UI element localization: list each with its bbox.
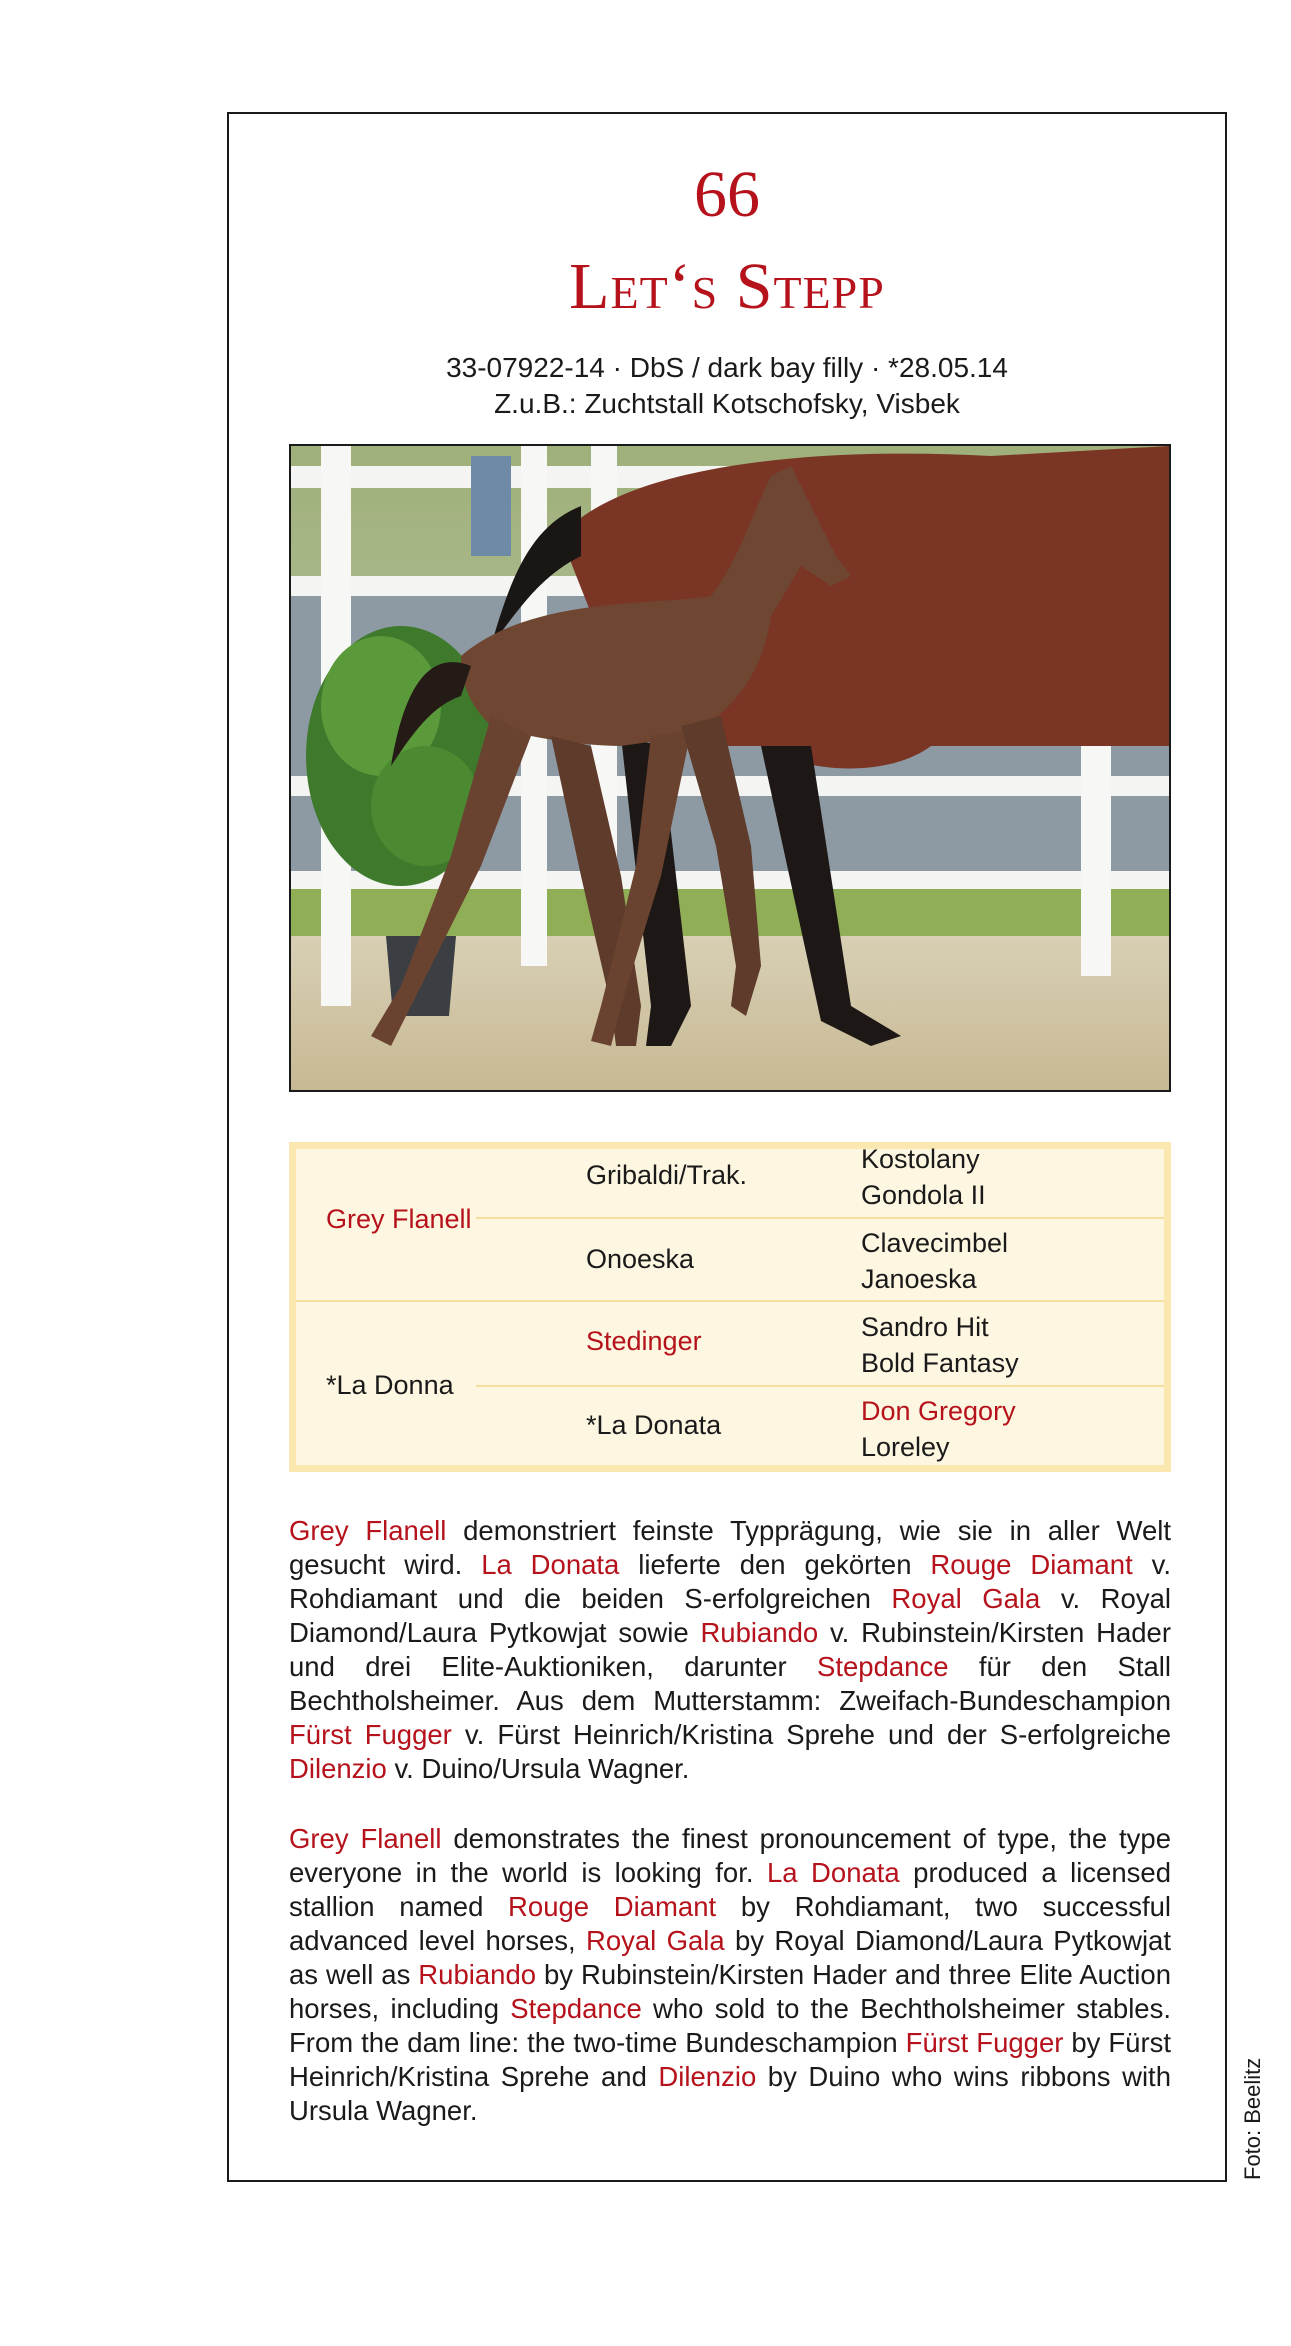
text-run: produced a licensed stallion named (289, 1857, 1171, 1922)
highlighted-horse-name: Rubiando (418, 1959, 537, 1990)
highlighted-horse-name: Rouge Diamant (930, 1549, 1133, 1580)
text-run: by Fürst Heinrich/Kristina Sprehe and (289, 2027, 1172, 2092)
catalog-card (227, 112, 1227, 2182)
pedigree-table (289, 1142, 1171, 1472)
text-run: by Duino who wins ribbons with Ursula Wagner. (289, 2061, 1171, 2126)
pedigree-dam: *La Donna (326, 1370, 454, 1400)
pedigree-sire-dam: Onoeska (586, 1244, 695, 1274)
text-run: who sold to the Bechtholsheimer stables. From the dam line: the two-time Bundeschampion (289, 1993, 1171, 2058)
pedigree-divider (476, 1385, 1164, 1387)
highlighted-horse-name: Rouge Diamant (508, 1891, 717, 1922)
pedigree-ggp: Clavecimbel (861, 1228, 1009, 1258)
pedigree-ggp: Don Gregory (861, 1396, 1016, 1426)
pedigree-dam-dam: *La Donata (586, 1410, 722, 1440)
pedigree-ggp: Kostolany (861, 1144, 980, 1174)
highlighted-horse-name: Stepdance (510, 1993, 642, 2024)
description-german (289, 1514, 1171, 1786)
pedigree-ggp: Loreley (861, 1432, 950, 1462)
horse-name: Let‘s Stepp (569, 250, 885, 323)
highlighted-horse-name: Fürst Fugger (905, 2027, 1064, 2058)
text-run: demonstrates the finest pronouncement of type, the type everyone in the world is looking for. (289, 1823, 1172, 1888)
pedigree-sire-sire: Gribaldi/Trak. (586, 1160, 748, 1190)
highlighted-horse-name: La Donata (766, 1857, 900, 1888)
text-run: v. Duino/Ursula Wagner. (386, 1753, 690, 1784)
highlighted-horse-name: Dilenzio (658, 2061, 757, 2092)
pedigree-dam-sire: Stedinger (586, 1326, 702, 1356)
text-run: by Royal Diamond/Laura Pytkowjat as well as (289, 1925, 1171, 1990)
text-run: v. Royal Diamond/Laura Pytkowjat sowie (289, 1583, 1171, 1648)
text-run: demonstriert feinste Typprägung, wie sie in aller Welt gesucht wird. (289, 1515, 1171, 1580)
text-run: v. Rohdiamant und die beiden S-erfolgreichen (289, 1549, 1171, 1614)
horse-details: 33-07922-14 · DbS / dark bay filly · *28.05.14 (446, 352, 1008, 383)
highlighted-horse-name: Grey Flanell (289, 1823, 442, 1854)
highlighted-horse-name: Royal Gala (891, 1583, 1041, 1614)
pedigree-ggp: Janoeska (861, 1264, 977, 1294)
text-run: für den Stall Bechtholsheimer. Aus dem Mutterstamm: Zweifach-Bundeschampion (289, 1651, 1171, 1716)
text-run: by Rohdiamant, two successful advanced level horses, (289, 1891, 1172, 1956)
text-run: v. Rubinstein/Kirsten Hader und drei Elite-Auktioniken, darunter (289, 1617, 1171, 1682)
breeder-line: Z.u.B.: Zuchtstall Kotschofsky, Visbek (494, 388, 960, 419)
horse-photo (289, 444, 1171, 1092)
highlighted-horse-name: Fürst Fugger (289, 1719, 452, 1750)
pedigree-sire: Grey Flanell (326, 1204, 472, 1234)
pedigree-ggp: Gondola II (861, 1180, 986, 1210)
description-english (289, 1822, 1171, 2128)
highlighted-horse-name: Dilenzio (289, 1753, 387, 1784)
pedigree-divider (296, 1300, 1164, 1302)
highlighted-horse-name: Royal Gala (585, 1925, 725, 1956)
lot-number: 66 (694, 158, 760, 231)
pedigree-ggp: Sandro Hit (861, 1312, 989, 1342)
photo-credit: Foto: Beelitz (1240, 2057, 1265, 2180)
text-run: lieferte den gekörten (619, 1549, 931, 1580)
highlighted-horse-name: Rubiando (700, 1617, 819, 1648)
pedigree-ggp: Bold Fantasy (861, 1348, 1019, 1378)
highlighted-horse-name: Stepdance (817, 1651, 949, 1682)
pedigree-divider (476, 1217, 1164, 1219)
highlighted-horse-name: La Donata (481, 1549, 620, 1580)
text-run: by Rubinstein/Kirsten Hader and three Elite Auction horses, including (289, 1959, 1171, 2024)
text-run: v. Fürst Heinrich/Kristina Sprehe und der S-erfolgreiche (451, 1719, 1171, 1750)
foal-and-mare-image (291, 446, 1169, 1090)
highlighted-horse-name: Grey Flanell (289, 1515, 447, 1546)
